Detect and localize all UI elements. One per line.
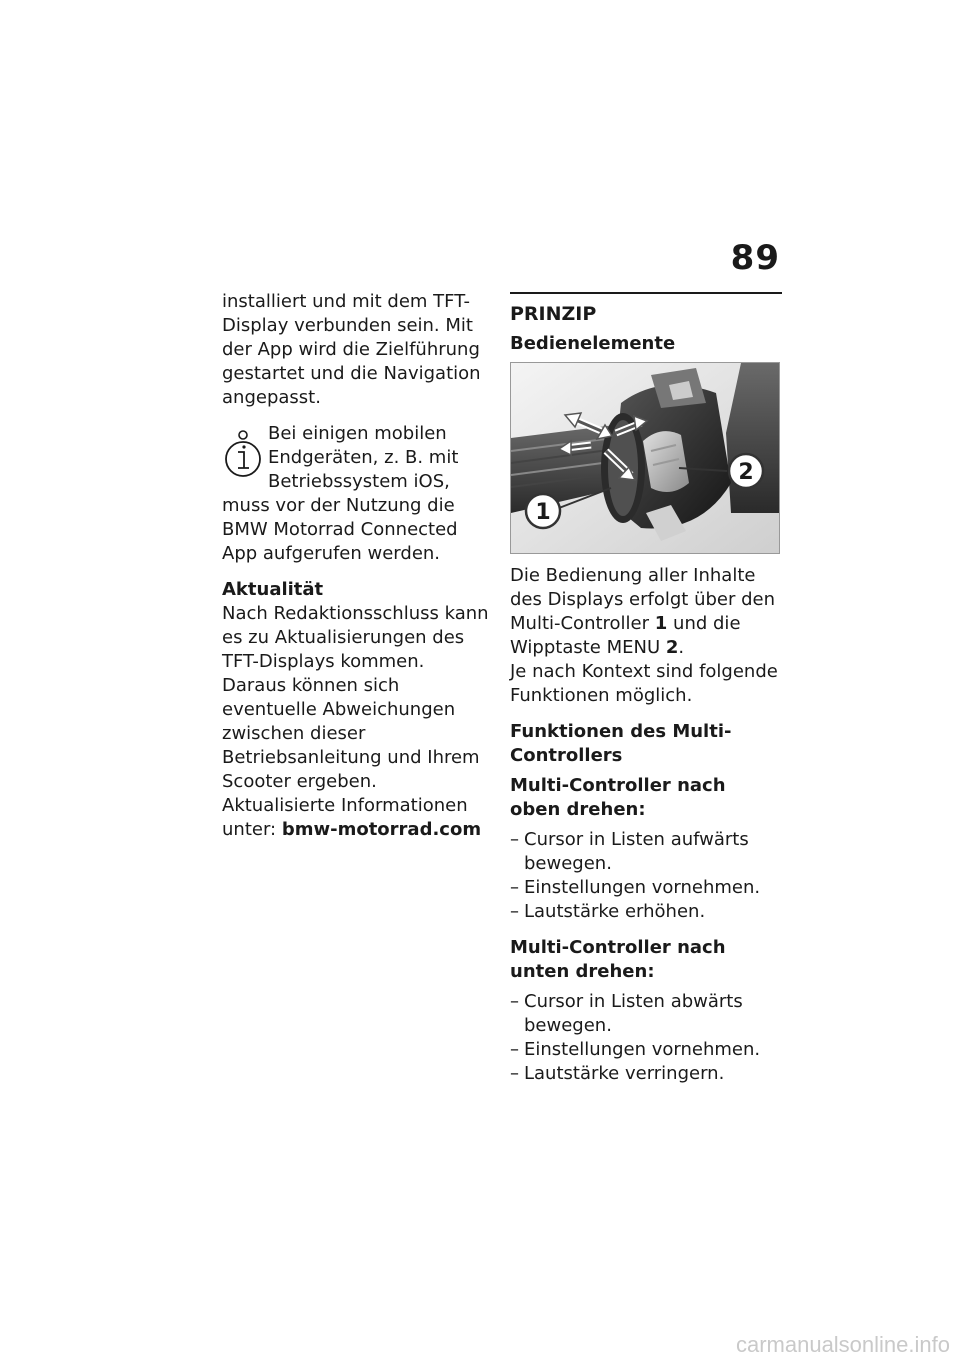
list-item: – Einstellungen vornehmen. xyxy=(510,876,782,900)
heading-aktualitaet: Aktualität xyxy=(222,579,324,600)
paragraph-aktualitaet: Nach Redaktionsschluss kann es zu Aktualisierungen des TFT-Displays kommen. Daraus können sich eventuelle Abweichungen zwischen dieser Betriebsanleitung und Ihrem Scooter ergeben. Aktualisierte Informationen unter: xyxy=(222,603,489,840)
ref-multi-controller: 1 xyxy=(654,613,668,634)
link-bmw-motorrad[interactable]: bmw-motorrad.com xyxy=(281,819,482,840)
watermark: carmanualsonline.info xyxy=(735,1332,950,1357)
left-column xyxy=(222,290,490,854)
list-turn-down xyxy=(510,990,782,1086)
figure-label-2: 2 xyxy=(738,460,754,485)
list-item: – Cursor in Listen aufwärts bewegen. xyxy=(510,828,782,876)
heading-turn-down: Multi-Controller nach unten drehen: xyxy=(510,937,726,982)
heading-turn-up: Multi-Controller nach oben drehen: xyxy=(510,775,726,820)
section-divider xyxy=(510,292,782,294)
figure-label-1: 1 xyxy=(535,500,551,525)
paragraph-kontext: Je nach Kontext sind folgende Funktionen möglich. xyxy=(510,661,778,706)
list-item: – Lautstärke erhöhen. xyxy=(510,900,782,924)
paragraph-navigation: installiert und mit dem TFT-Display verbunden sein. Mit der App wird die Zielführung gestartet und die Navigation angepasst. xyxy=(222,291,481,408)
subheading-bedienelemente: Bedienelemente xyxy=(510,333,676,354)
list-item: – Einstellungen vornehmen. xyxy=(510,1038,782,1062)
heading-functions: Funktionen des Multi-Controllers xyxy=(510,721,732,766)
handlebar-controls-illustration xyxy=(511,363,779,553)
controls-figure xyxy=(510,362,780,554)
ref-menu-rocker: 2 xyxy=(665,637,679,658)
page-number: 89 xyxy=(730,238,780,278)
list-item: – Lautstärke verringern. xyxy=(510,1062,782,1086)
info-note-text: Bei einigen mobilen Endgeräten, z. B. mit Betriebssystem iOS, muss vor der Nutzung die BMW Motorrad Connected App aufgerufen werden. xyxy=(222,423,459,564)
right-column xyxy=(510,292,782,1098)
list-turn-up xyxy=(510,828,782,924)
info-icon xyxy=(222,428,264,478)
info-note xyxy=(222,422,490,566)
section-title: PRINZIP xyxy=(510,303,597,325)
list-item: – Cursor in Listen abwärts bewegen. xyxy=(510,990,782,1038)
paragraph-bedienung: Die Bedienung aller Inhalte des Displays erfolgt über den Multi-Controller 1 und die Wipptaste MENU 2. Je nach Kontext sind folgende Funktionen möglich. xyxy=(510,564,782,708)
